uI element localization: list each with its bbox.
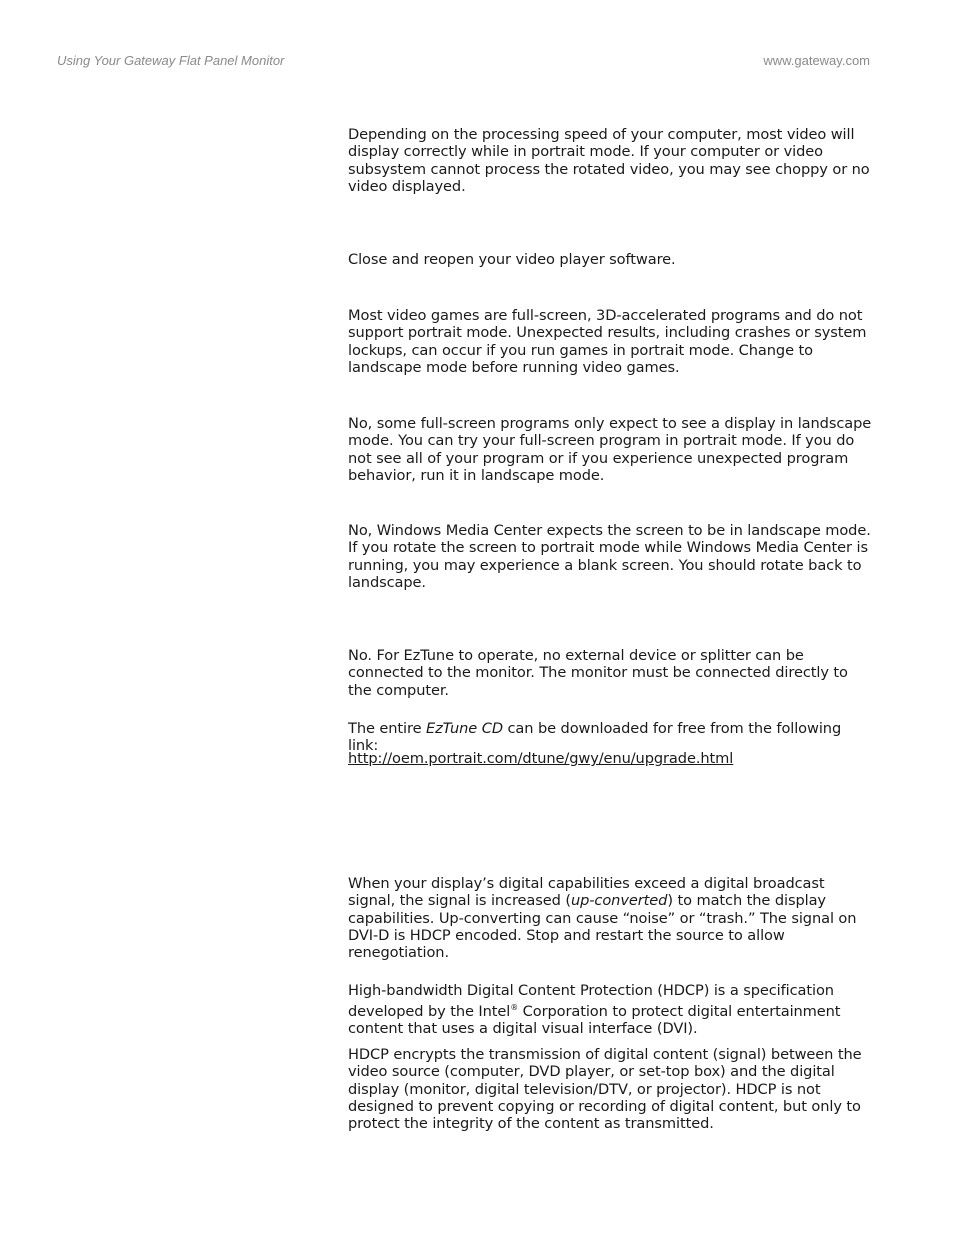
paragraph-video-portrait: Depending on the processing speed of your computer, most video will display correctly while in portrait mode. If your computer or video subsystem cannot process the rotated video, you may see choppy or no video displayed. [348,126,870,195]
paragraph-full-screen-programs: No, some full-screen programs only expect to see a display in landscape mode. You can try your full-screen program in portrait mode. If you do not see all of your program or if you experience unexpected program behavior, run it in landscape mode. [348,415,872,484]
eztune-cd-italic: EzTune CD [425,720,503,737]
page-header-title: Using Your Gateway Flat Panel Monitor [57,53,285,68]
up-converted-italic: up-converted [570,892,668,910]
paragraph-download-link [348,750,873,767]
text-segment: When your display’s digital capabilities exceed a digital broadcast signal, the signal is increased ( [348,875,825,910]
paragraph-video-games: Most video games are full-screen, 3D-accelerated programs and do not support portrait mode. Unexpected results, including crashes or system lockups, can occur if you run games in portrait mode. Change to landscape mode before running video games. [348,307,867,376]
text-segment: Corporation to protect digital entertainment content that uses a digital visual interface (DVI). [348,1003,841,1038]
text-segment: The entire [348,720,426,737]
paragraph-reopen-player: Close and reopen your video player software. [348,251,676,268]
text-segment: High-bandwidth Digital Content Protection (HDCP) is a specification developed by the Intel [348,982,834,1021]
text-segment: can be downloaded for free from the following link: [348,720,842,755]
paragraph-media-center: No, Windows Media Center expects the screen to be in landscape mode. If you rotate the screen to portrait mode while Windows Media Center is running, you may experience a blank screen. You should rotate back to landscape. [348,522,871,591]
registered-mark: ® [510,1003,519,1013]
eztune-download-link[interactable]: http://oem.portrait.com/dtune/gwy/enu/upgrade.html [348,750,734,767]
paragraph-hdcp-definition [348,982,873,1038]
page-header-url: www.gateway.com [763,53,870,68]
paragraph-hdcp-encryption: HDCP encrypts the transmission of digital content (signal) between the video source (computer, DVD player, or set-top box) and the digital display (monitor, digital television/DTV, or projector). HDCP is not designed to prevent copying or recording of digital content, but only to protect the integrity of the content as transmitted. [348,1046,862,1133]
text-segment: ) to match the display capabilities. Up-converting can cause “noise” or “trash.” The signal on DVI-D is HDCP encoded. Stop and restart the source to allow renegotiation. [348,892,857,962]
paragraph-eztune-operate: No. For EzTune to operate, no external device or splitter can be connected to the monitor. The monitor must be connected directly to the computer. [348,647,848,699]
paragraph-up-converting [348,875,873,961]
